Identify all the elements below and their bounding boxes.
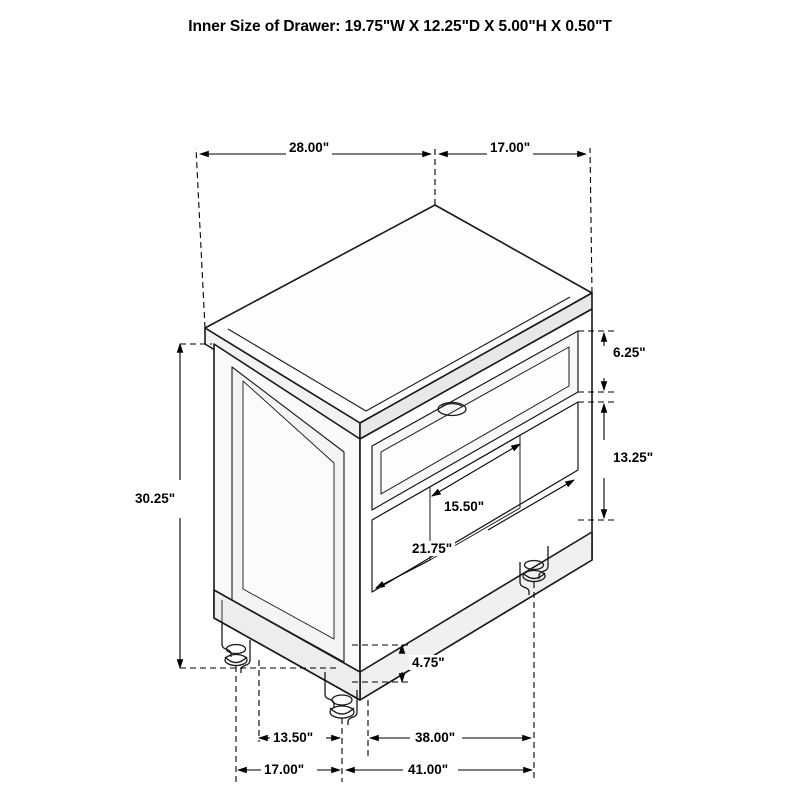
dimension-drawer-height: 6.25": [610, 345, 649, 360]
dimension-bottom-left-outer: 17.00": [261, 762, 307, 777]
dimension-bottom-inner-width: 38.00": [412, 730, 458, 745]
dimension-shelf-width: 21.75": [409, 541, 455, 556]
dimension-overall-height: 30.25": [132, 491, 178, 506]
dimension-shelf-depth: 15.50": [441, 499, 487, 514]
dimension-opening-height: 13.25": [610, 450, 656, 465]
dimension-leg-height: 4.75": [409, 655, 448, 670]
page-title: Inner Size of Drawer: 19.75"W X 12.25"D X 5.00"H X 0.50"T: [188, 18, 612, 35]
dimension-top-left-width: 28.00": [286, 140, 332, 155]
dimension-top-right-depth: 17.00": [487, 140, 533, 155]
dimension-bottom-outer-width: 41.00": [405, 762, 451, 777]
dimension-bottom-left-depth: 13.50": [270, 730, 316, 745]
